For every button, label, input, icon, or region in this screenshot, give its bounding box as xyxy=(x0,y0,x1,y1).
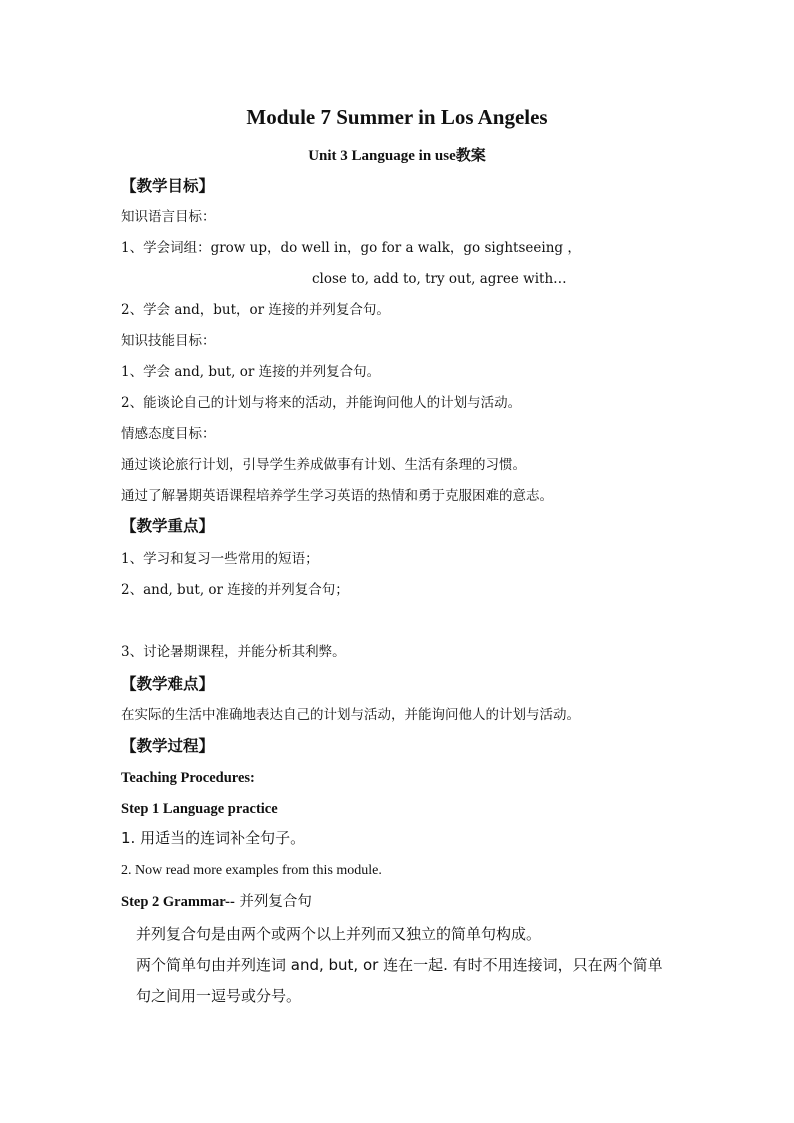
step-2-title-chinese: 并列复合句 xyxy=(234,894,312,910)
step-1-item-1: 1. 用适当的连词补全句子。 xyxy=(121,829,306,847)
document-title: Module 7 Summer in Los Angeles xyxy=(246,105,548,129)
step-1-item-2: 2. Now read more examples from this module. xyxy=(121,863,382,878)
knowledge-goal-item-1: 1、学会词组：grow up，do well in，go for a walk，go sightseeing ， xyxy=(121,240,581,256)
attitude-goal-item-1: 通过谈论旅行计划，引导学生养成做事有计划、生活有条理的习惯。 xyxy=(121,457,526,473)
section-heading-difficulties: 【教学难点】 xyxy=(121,674,215,693)
step-2-title-english: Step 2 Grammar-- xyxy=(121,894,235,910)
key-point-item-1: 1、学习和复习一些常用的短语； xyxy=(121,551,319,567)
section-heading-objectives: 【教学目标】 xyxy=(121,176,215,195)
skill-goal-item-1: 1、学会 and, but, or 连接的并列复合句。 xyxy=(121,364,381,380)
skill-goal-label: 知识技能目标： xyxy=(121,333,216,349)
step-2-paragraph-1: 并列复合句是由两个或两个以上并列而又独立的简单句构成。 xyxy=(136,925,542,943)
knowledge-goal-item-1-continued: close to, add to, try out, agree with… xyxy=(312,271,567,287)
attitude-goal-item-2: 通过了解暑期英语课程培养学生学习英语的热情和勇于克服困难的意志。 xyxy=(121,488,553,504)
step-1-title: Step 1 Language practice xyxy=(121,801,278,817)
attitude-goal-label: 情感态度目标： xyxy=(121,426,216,442)
teaching-procedures-label: Teaching Procedures: xyxy=(121,770,255,786)
section-heading-process: 【教学过程】 xyxy=(121,736,215,755)
document-subtitle: Unit 3 Language in use教案 xyxy=(308,148,486,164)
step-2-title xyxy=(121,892,312,912)
key-point-item-2: 2、and, but, or 连接的并列复合句； xyxy=(121,582,349,598)
difficulty-item-1: 在实际的生活中准确地表达自己的计划与活动，并能询问他人的计划与活动。 xyxy=(121,707,580,723)
knowledge-goal-item-2: 2、学会 and，but，or 连接的并列复合句。 xyxy=(121,302,390,318)
knowledge-goal-label: 知识语言目标： xyxy=(121,209,216,225)
step-2-paragraph-3: 句之间用一逗号或分号。 xyxy=(136,987,302,1005)
step-2-paragraph-2: 两个简单句由并列连词 and, but, or 连在一起. 有时不用连接词，只在两个简单 xyxy=(136,956,663,974)
section-heading-key-points: 【教学重点】 xyxy=(121,516,215,535)
key-point-item-3: 3、讨论暑期课程，并能分析其利弊。 xyxy=(121,644,346,660)
skill-goal-item-2: 2、能谈论自己的计划与将来的活动，并能询问他人的计划与活动。 xyxy=(121,395,522,411)
